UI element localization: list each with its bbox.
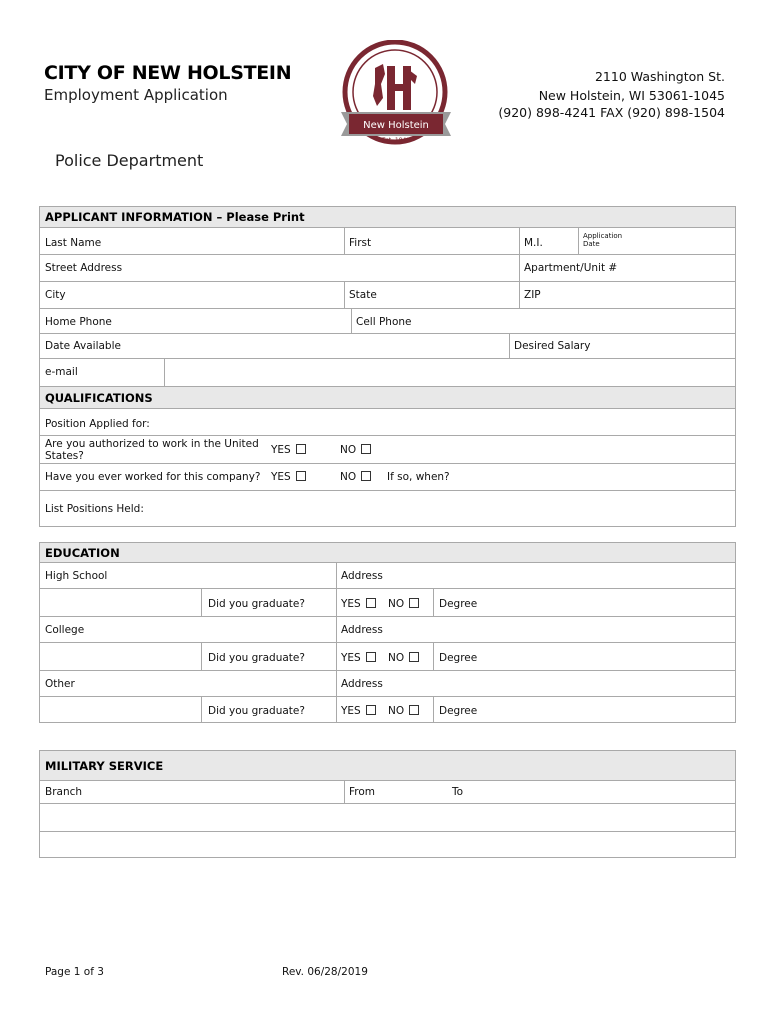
home-phone-label: Home Phone (45, 316, 112, 328)
authorized-row (40, 436, 735, 464)
worked-before-label: Have you ever worked for this company? (45, 471, 261, 483)
state-label: State (349, 289, 377, 301)
yes-label: YES (341, 652, 361, 664)
positions-held-label: List Positions Held: (45, 503, 144, 515)
other-no-option[interactable] (388, 705, 419, 717)
military-blank-row-2 (40, 832, 735, 857)
authorized-label-2: States? (45, 450, 84, 462)
military-heading: MILITARY SERVICE (40, 751, 735, 781)
graduate-label: Did you graduate? (208, 705, 305, 717)
if-so-when-label: If so, when? (387, 471, 450, 483)
other-label: Other (45, 678, 75, 690)
desired-salary-label: Desired Salary (514, 340, 591, 352)
position-row (40, 409, 735, 436)
college-no-option[interactable] (388, 652, 419, 664)
from-label: From (349, 786, 376, 798)
yes-label: YES (271, 444, 291, 456)
first-name-label: First (349, 237, 372, 249)
middle-initial-label: M.I. (524, 237, 543, 249)
yes-checkbox[interactable] (296, 471, 306, 481)
education-section (39, 542, 736, 723)
degree-label: Degree (439, 652, 478, 664)
phone-row (40, 309, 735, 334)
high-school-row (40, 563, 735, 589)
no-label: NO (388, 705, 405, 717)
no-label: NO (340, 471, 357, 483)
education-heading: EDUCATION (40, 543, 735, 563)
hs-yes-option[interactable] (341, 598, 376, 610)
graduate-label: Did you graduate? (208, 598, 305, 610)
city-label: City (45, 289, 66, 301)
authorized-label-1: Are you authorized to work in the United (45, 438, 259, 450)
qualifications-heading: QUALIFICATIONS (40, 387, 735, 409)
degree-label: Degree (439, 598, 478, 610)
military-service-section (39, 750, 736, 858)
qualifications-section (39, 387, 736, 527)
college-row (40, 617, 735, 643)
other-yes-option[interactable] (341, 705, 376, 717)
zip-label: ZIP (524, 289, 541, 301)
email-label: e-mail (45, 366, 78, 378)
street-row (40, 255, 735, 282)
no-label: NO (388, 598, 405, 610)
worked-yes-option[interactable] (271, 471, 306, 483)
graduate-label: Did you graduate? (208, 652, 305, 664)
no-checkbox[interactable] (361, 471, 371, 481)
branch-row (40, 781, 735, 804)
position-applied-label: Position Applied for: (45, 418, 150, 430)
high-school-graduate-row (40, 589, 735, 617)
degree-label: Degree (439, 705, 478, 717)
yes-checkbox[interactable] (366, 598, 376, 608)
name-row (40, 228, 735, 255)
authorized-yes-option[interactable] (271, 444, 306, 456)
high-school-label: High School (45, 570, 108, 582)
city-seal-logo (337, 40, 455, 148)
apartment-label: Apartment/Unit # (524, 262, 618, 274)
college-graduate-row (40, 643, 735, 671)
yes-label: YES (341, 705, 361, 717)
seal-est-text: Est. 1848 (381, 137, 411, 144)
address-line-1: 2110 Washington St. (594, 69, 725, 84)
branch-label: Branch (45, 786, 83, 798)
department-name: Police Department (55, 151, 204, 170)
college-label: College (45, 624, 85, 636)
form-subtitle: Employment Application (44, 86, 228, 104)
page-number: Page 1 of 3 (45, 966, 104, 978)
no-checkbox[interactable] (409, 598, 419, 608)
address-line-2: New Holstein, WI 53061-1045 (538, 88, 725, 103)
yes-checkbox[interactable] (366, 705, 376, 715)
hs-no-option[interactable] (388, 598, 419, 610)
to-label: To (452, 786, 464, 798)
applicant-section-heading: APPLICANT INFORMATION – Please Print (40, 207, 735, 228)
no-label: NO (388, 652, 405, 664)
high-school-address-label: Address (341, 570, 383, 582)
yes-checkbox[interactable] (366, 652, 376, 662)
seal-banner-text: New Holstein (363, 120, 429, 131)
yes-label: YES (341, 598, 361, 610)
college-address-label: Address (341, 624, 383, 636)
yes-checkbox[interactable] (296, 444, 306, 454)
city-name: CITY OF NEW HOLSTEIN (44, 62, 292, 84)
other-address-label: Address (341, 678, 383, 690)
application-date-label-2: Date (583, 240, 600, 248)
positions-held-row (40, 491, 735, 525)
authorized-no-option[interactable] (340, 444, 371, 456)
revision-date: Rev. 06/28/2019 (282, 966, 368, 978)
worked-before-row (40, 464, 735, 491)
street-address-label: Street Address (45, 262, 123, 274)
application-date-label-1: Application (583, 232, 623, 240)
phone-fax: (920) 898-4241 FAX (920) 898-1504 (498, 105, 725, 120)
email-row (40, 359, 735, 386)
other-graduate-row (40, 697, 735, 722)
no-label: NO (340, 444, 357, 456)
seal-icon (337, 40, 455, 148)
worked-no-option[interactable] (340, 471, 371, 483)
college-yes-option[interactable] (341, 652, 376, 664)
no-checkbox[interactable] (409, 705, 419, 715)
date-available-label: Date Available (45, 340, 121, 352)
availability-row (40, 334, 735, 359)
no-checkbox[interactable] (361, 444, 371, 454)
applicant-information-section (39, 206, 736, 387)
cell-phone-label: Cell Phone (356, 316, 412, 328)
last-name-label: Last Name (45, 237, 102, 249)
no-checkbox[interactable] (409, 652, 419, 662)
other-row (40, 671, 735, 697)
yes-label: YES (271, 471, 291, 483)
military-blank-row-1 (40, 804, 735, 832)
city-row (40, 282, 735, 309)
